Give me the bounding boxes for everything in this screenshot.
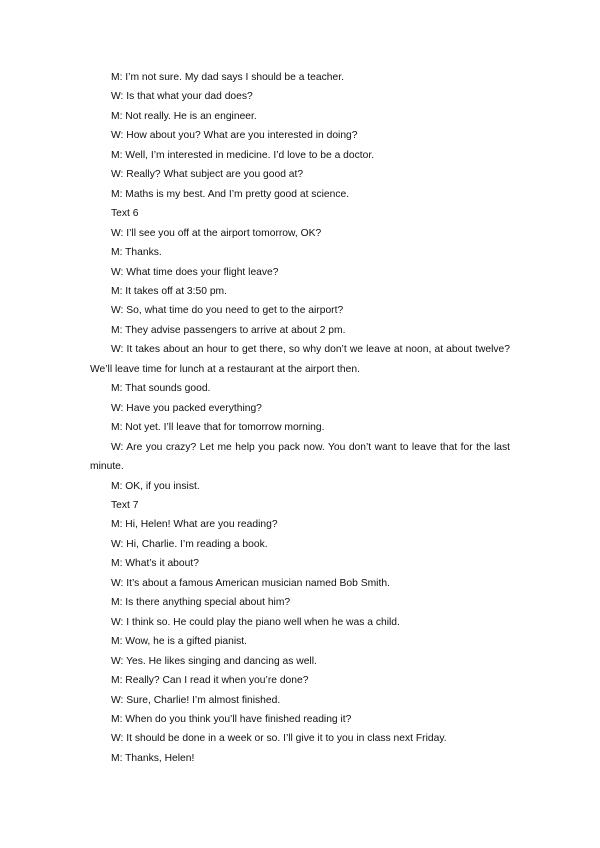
dialogue-line: M: Not really. He is an engineer. [111, 110, 257, 122]
dialogue-line: M: Not yet. I’ll leave that for tomorrow morning. [111, 422, 325, 434]
dialogue-line: M: Maths is my best. And I’m pretty good at science. [111, 188, 350, 200]
dialogue-line: W: Is that what your dad does? [111, 91, 253, 103]
dialogue-line: M: Is there anything special about him? [111, 597, 291, 609]
dialogue-line: W: I think so. He could play the piano well when he was a child. [111, 616, 400, 628]
dialogue-line: M: Well, I’m interested in medicine. I’d love to be a doctor. [111, 149, 375, 161]
dialogue-line: W: It takes about an hour to get there, so why don’t we leave at noon, at about twelve? We’ll leave time for lunch at a restaurant at the airport then. [90, 344, 510, 375]
dialogue-line: W: Yes. He likes singing and dancing as well. [111, 655, 317, 667]
dialogue-line: M: OK, if you insist. [111, 480, 200, 492]
dialogue-line: W: Really? What subject are you good at? [111, 169, 304, 181]
dialogue-line: W: Sure, Charlie! I’m almost finished. [111, 694, 281, 706]
dialogue-line: M: Thanks. [111, 247, 162, 259]
dialogue-line: M: Really? Can I read it when you’re done? [111, 675, 309, 687]
dialogue-line: W: It should be done in a week or so. I’ll give it to you in class next Friday. [111, 733, 447, 745]
section-heading: Text 6 [111, 208, 139, 220]
dialogue-line: W: It’s about a famous American musician named Bob Smith. [111, 577, 390, 589]
dialogue-line: M: They advise passengers to arrive at about 2 pm. [111, 324, 346, 336]
dialogue-line: M: What’s it about? [111, 558, 199, 570]
dialogue-line: M: Thanks, Helen! [111, 752, 195, 764]
dialogue-line: W: How about you? What are you interested in doing? [111, 130, 358, 142]
dialogue-line: M: That sounds good. [111, 383, 211, 395]
dialogue-line: W: Hi, Charlie. I’m reading a book. [111, 538, 268, 550]
dialogue-line: M: I’m not sure. My dad says I should be a teacher. [111, 72, 344, 83]
dialogue-line: W: What time does your flight leave? [111, 266, 279, 278]
dialogue-line: M: When do you think you’ll have finished reading it? [111, 713, 352, 725]
dialogue-line: M: Wow, he is a gifted pianist. [111, 636, 248, 648]
dialogue-line: W: Are you crazy? Let me help you pack now. You don’t want to leave that for the last minute. [90, 441, 510, 473]
dialogue-line: W: Have you packed everything? [111, 402, 262, 414]
section-heading: Text 7 [111, 499, 139, 511]
dialogue-line: W: I’ll see you off at the airport tomorrow, OK? [111, 227, 322, 239]
dialogue-line: W: So, what time do you need to get to the airport? [111, 305, 344, 317]
dialogue-line: M: Hi, Helen! What are you reading? [111, 519, 278, 531]
dialogue-line: M: It takes off at 3:50 pm. [111, 285, 227, 297]
